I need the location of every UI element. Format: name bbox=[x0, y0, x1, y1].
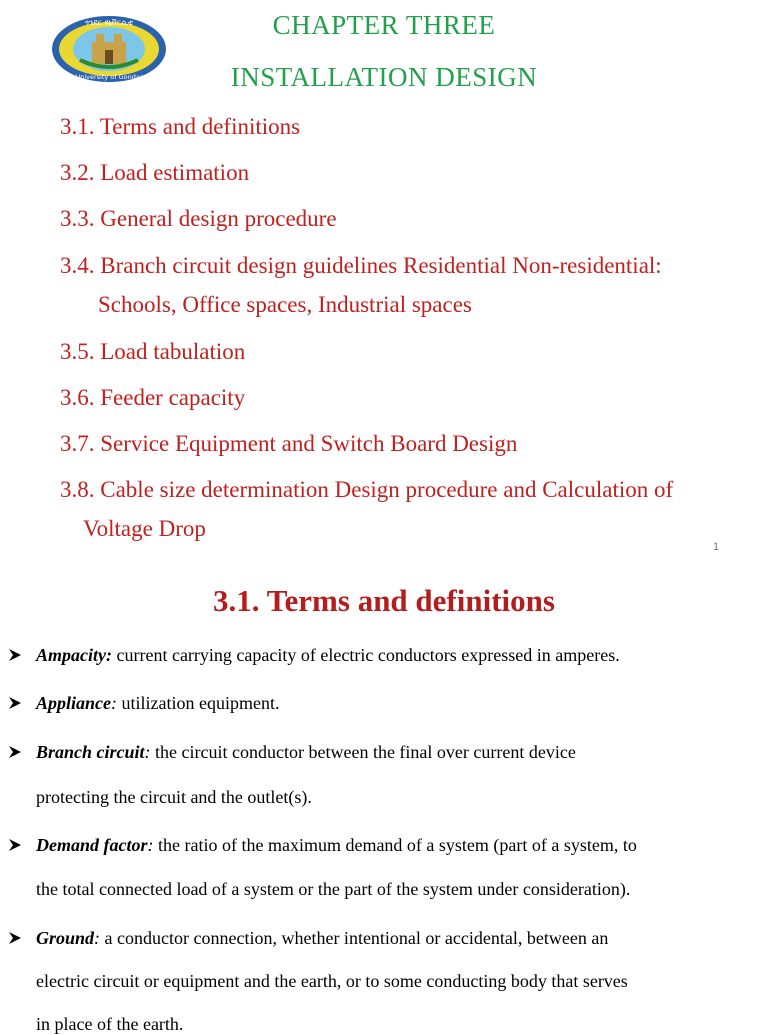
arrow-bullet-icon bbox=[7, 647, 23, 663]
toc-item-3-3: 3.3. General design procedure bbox=[60, 206, 337, 231]
arrow-bullet-icon bbox=[7, 695, 23, 711]
definition-ground-continued: electric circuit or equipment and the earth, or to some conducting body that serves bbox=[36, 971, 628, 991]
definition-ground-continued-2: in place of the earth. bbox=[36, 1014, 184, 1034]
definition-ground: Ground: a conductor connection, whether intentional or accidental, between an bbox=[36, 928, 609, 948]
arrow-bullet-icon bbox=[7, 837, 23, 853]
svg-text:ጎንደር ዩኒቨርሲቲ: ጎንደር ዩኒቨርሲቲ bbox=[84, 18, 134, 27]
definition-ampacity: Ampacity: current carrying capacity of electric conductors expressed in amperes. bbox=[36, 645, 620, 665]
slide-2 bbox=[0, 565, 768, 1034]
definition-appliance: Appliance: utilization equipment. bbox=[36, 693, 280, 713]
arrow-bullet-icon bbox=[7, 744, 23, 760]
toc-item-3-1: 3.1. Terms and definitions bbox=[60, 114, 301, 139]
toc-item-3-4-continued: Schools, Office spaces, Industrial spaces bbox=[98, 292, 472, 317]
definition-branch-circuit-continued: protecting the circuit and the outlet(s). bbox=[36, 787, 312, 807]
toc-item-3-2: 3.2. Load estimation bbox=[60, 160, 250, 185]
toc-item-3-7: 3.7. Service Equipment and Switch Board Design bbox=[60, 431, 518, 456]
svg-text:University of Gondar: University of Gondar bbox=[75, 73, 143, 81]
definition-demand-factor: Demand factor: the ratio of the maximum demand of a system (part of a system, to bbox=[36, 835, 637, 855]
chapter-title: CHAPTER THREE bbox=[272, 10, 496, 40]
toc-item-3-8-continued: Voltage Drop bbox=[83, 516, 206, 541]
definition-branch-circuit: Branch circuit: the circuit conductor between the final over current device bbox=[36, 742, 576, 762]
page-number: 1 bbox=[713, 541, 720, 553]
chapter-subtitle: INSTALLATION DESIGN bbox=[230, 62, 538, 92]
section-heading: 3.1. Terms and definitions bbox=[213, 583, 555, 618]
toc-item-3-8: 3.8. Cable size determination Design procedure and Calculation of bbox=[60, 477, 674, 502]
definition-demand-factor-continued: the total connected load of a system or the part of the system under consideration). bbox=[36, 879, 631, 899]
toc-item-3-4: 3.4. Branch circuit design guidelines Residential Non-residential: bbox=[60, 253, 662, 278]
toc-item-3-5: 3.5. Load tabulation bbox=[60, 339, 246, 364]
arrow-bullet-icon bbox=[7, 930, 23, 946]
toc-item-3-6: 3.6. Feeder capacity bbox=[60, 385, 246, 410]
